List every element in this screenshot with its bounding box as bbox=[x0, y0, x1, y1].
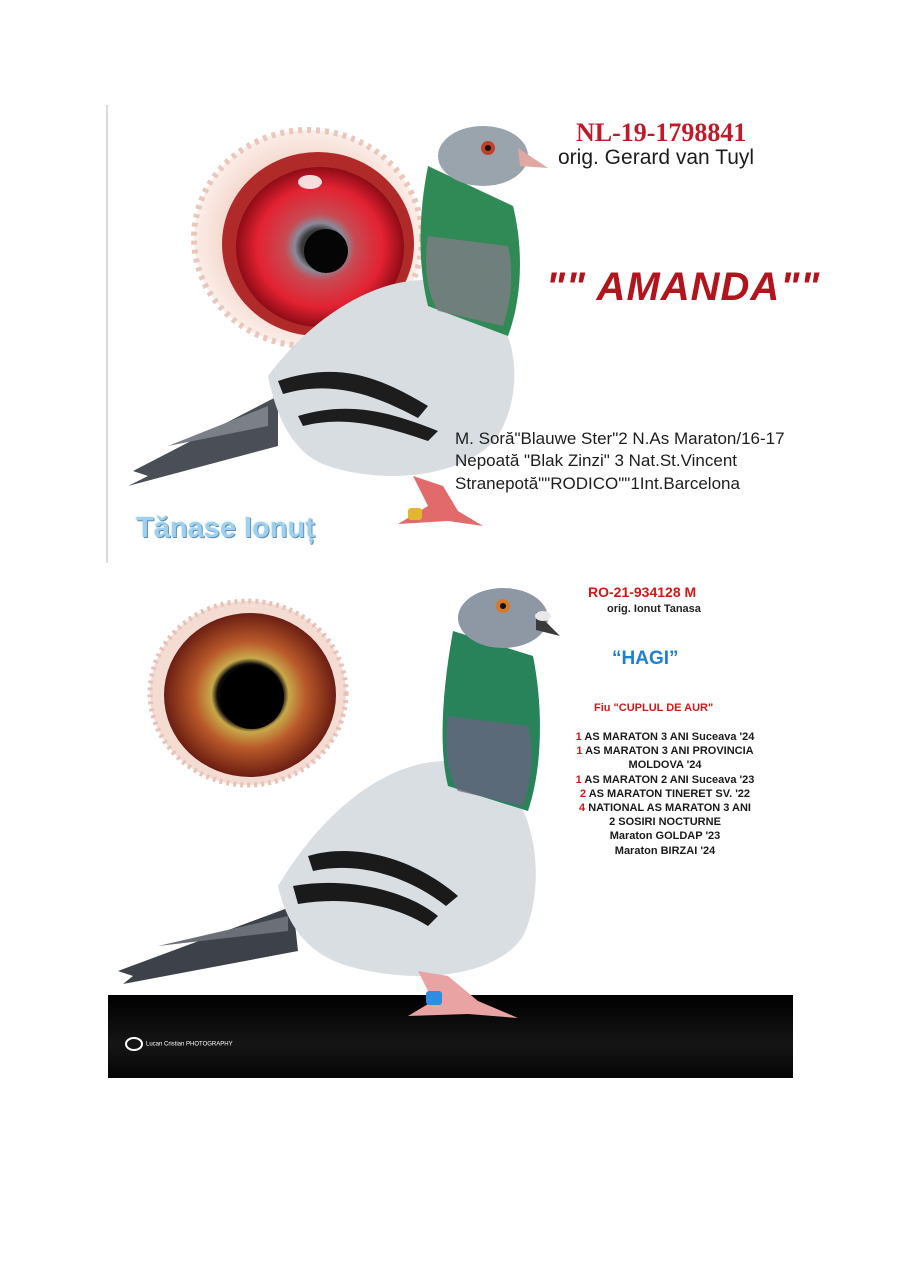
bottom-pigeon-name: “HAGI” bbox=[612, 648, 679, 669]
results-list bbox=[540, 730, 790, 858]
result-line: 2 AS MARATON TINERET SV. '22 bbox=[579, 787, 751, 800]
result-line: Maraton BIRZAI '24 bbox=[614, 844, 716, 857]
result-line: 4 NATIONAL AS MARATON 3 ANI bbox=[579, 802, 751, 815]
result-line: 1 AS MARATON 3 ANI PROVINCIA bbox=[576, 745, 754, 758]
result-line: MOLDOVA '24 bbox=[628, 759, 702, 772]
top-origin: orig. Gerard van Tuyl bbox=[558, 146, 755, 169]
top-pedigree-line: M. Soră"Blauwe Ster"2 N.As Maraton/16-17 bbox=[455, 429, 785, 448]
photographer-logo: Lucan Cristian PHOTOGRAPHY bbox=[125, 1037, 233, 1051]
divider-line bbox=[106, 105, 108, 563]
result-line: 2 SOSIRI NOCTURNE bbox=[609, 816, 721, 829]
bottom-parentage: Fiu "CUPLUL DE AUR" bbox=[594, 702, 714, 714]
top-pigeon-name: "" AMANDA"" bbox=[546, 265, 821, 309]
camera-icon bbox=[125, 1037, 143, 1051]
hagi-pigeon-image bbox=[118, 586, 568, 1036]
top-pedigree-line: Nepoată "Blak Zinzi" 3 Nat.St.Vincent bbox=[455, 451, 738, 470]
result-line: 1 AS MARATON 2 ANI Suceava '23 bbox=[575, 773, 755, 786]
result-line: Maraton GOLDAP '23 bbox=[609, 830, 721, 843]
bottom-ring-number: RO-21-934128 M bbox=[588, 584, 697, 600]
owner-signature: Tănase Ionuț bbox=[136, 512, 315, 544]
top-ring-number: NL-19-1798841 bbox=[576, 118, 747, 147]
top-pedigree-line: Stranepotă""RODICO""1Int.Barcelona bbox=[455, 474, 740, 493]
result-line: 1 AS MARATON 3 ANI Suceava '24 bbox=[575, 731, 755, 743]
bottom-origin: orig. Ionut Tanasa bbox=[607, 603, 701, 615]
